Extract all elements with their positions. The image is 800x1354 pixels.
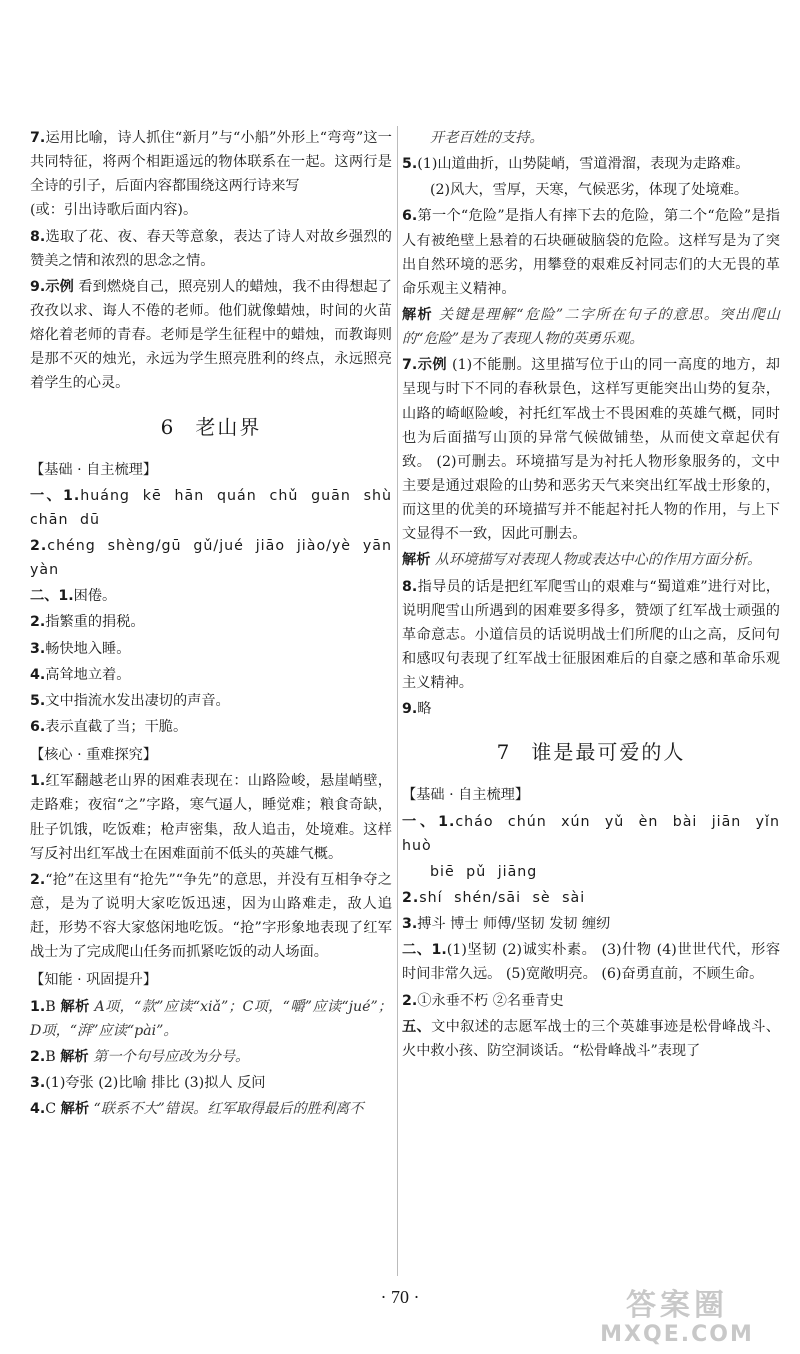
- answer-7: 7.运用比喻，诗人抓住“新月”与“小船”外形上“弯弯”这一共同特征，将两个相距遥远的物体联系在一起。这两行是全诗的引子，后面内容都围绕这两行诗来写 (或：引出诗歌后面内容)。: [30, 130, 392, 219]
- right-column: [402, 126, 780, 1065]
- answer-2-4: 4.高耸地立着。: [30, 666, 131, 683]
- lesson7-answer-1-1-cont: biē pǔ jiāng: [430, 863, 538, 880]
- answer-7: 7.示例 (1)不能删。这里描写位于山的同一高度的地方，却呈现与时下不同的春秋景色，这样写更能突出山势的复杂，山路的崎岖险峻，衬托红军战士不畏困难的英雄气概，同时也为后面描写山顶的异常气候做铺垫，从而使文章起伏有致。 (2)可删去。环境描写是为衬托人物形象服务的，文中主要是通过艰险的山势和恶劣天气来突出红军战士形象的，而这里的优美的环境描写并不能起衬托人物的作用，与上下文显得不一致，因此可删去。: [402, 357, 780, 543]
- core-answer-1: 1.红军翻越老山界的困难表现在：山路险峻，悬崖峭壁，走路难；夜宿“之”字路，寒气逼人，睡觉难；粮食奇缺，肚子饥饿，吃饭难；枪声密集，敌人追击，处境难。这样写反衬出红军战士在困难面前不低头的英雄气概。: [30, 773, 392, 862]
- skill-answer-4: 4.C 解析 “联系不大”错误。红军取得最后的胜利离不: [30, 1101, 364, 1118]
- watermark-logo: [572, 1290, 782, 1350]
- section-basics: 【基础 · 自主梳理】: [30, 461, 158, 478]
- answer-2-2: 2.指繁重的捐税。: [30, 614, 145, 631]
- core-answer-2: 2.“抢”在这里有“抢先”“争先”的意思，并没有互相争夺之意，是为了说明大家吃饭迅速，因为山路难走，敌人追赶，形势不容大家悠闲地吃饭。“抢”字形象地表现了红军战士为了完成爬山任务而抓紧吃饭的动人场面。: [30, 871, 392, 961]
- answer-6: 6.第一个“危险”是指人有摔下去的危险，第二个“危险”是指人有被绝壁上悬着的石块砸破脑袋的危险。这样写是为了突出自然环境的恶劣，用攀登的艰难反衬同志们的大无畏的革命乐观主义精神。: [402, 208, 780, 297]
- section-skills: 【知能 · 巩固提升】: [30, 972, 158, 989]
- left-column: [30, 126, 392, 1123]
- skill-answer-2: 2.B 解析 第一个句号应改为分号。: [30, 1048, 250, 1065]
- answer-2-5: 5.文中指流水发出凄切的声音。: [30, 692, 230, 709]
- answer-9: 9.略: [402, 701, 432, 718]
- skill-answer-3: 3.(1)夸张 (2)比喻 排比 (3)拟人 反问: [30, 1074, 266, 1091]
- skill-answer-1: 1.B 解析 A项，“款”应读“xiǎ”；C项，“嚼”应读“jué”；D项，“湃”应读“pài”。: [30, 998, 392, 1039]
- lesson7-answer-1-3: 3.搏斗 博士 师傅/坚韧 发韧 缠纫: [402, 916, 611, 933]
- answer-7-analysis: 解析 从环境描写对表现人物或表达中心的作用方面分析。: [402, 552, 762, 569]
- lesson7-answer-1-2: 2.shí shén/sāi sè sài: [402, 889, 586, 906]
- lesson-6-title: 6 老山界: [160, 414, 262, 439]
- answer-8: 8.指导员的话是把红军爬雪山的艰难与“蜀道难”进行对比，说明爬雪山所遇到的困难要多得多，赞颂了红军战士顽强的革命意志。小道信员的话说明战士们所爬的山之高，反问句和感叹句表现了红军战士征服困难后的自豪之感和革命乐观主义精神。: [402, 578, 780, 692]
- answer-1-2: 2.chéng shèng/gū gǔ/jué jiāo jiào/yè yān yàn: [30, 537, 392, 579]
- continued-text: 开老百姓的支持。: [430, 130, 544, 146]
- lesson-7-title: 7 谁是最可爱的人: [496, 740, 686, 765]
- lesson7-answer-2-2: 2.①永垂不朽 ②名垂青史: [402, 992, 564, 1009]
- answer-5-part-2: (2)风大，雪厚，天寒，气候恶劣，体现了处境难。: [430, 182, 749, 199]
- answer-2-6: 6.表示直截了当；干脆。: [30, 718, 188, 735]
- page-number: · 70 ·: [380, 1287, 420, 1307]
- column-divider: [397, 126, 398, 1276]
- answer-2-3: 3.畅快地入睡。: [30, 640, 131, 657]
- answer-8: 8.选取了花、夜、春天等意象，表达了诗人对故乡强烈的赞美之情和浓烈的思念之情。: [30, 228, 392, 269]
- section-core: 【核心 · 重难探究】: [30, 747, 158, 764]
- lesson7-answer-5: 五、文中叙述的志愿军战士的三个英雄事迹是松骨峰战斗、火中救小孩、防空洞谈话。“松骨峰战斗”表现了: [402, 1018, 780, 1059]
- answer-5: 5.(1)山道曲折，山势陡峭，雪道滑溜，表现为走路难。: [402, 156, 750, 173]
- lesson7-answer-2-1: 二、1.(1)坚韧 (2)诚实朴素。 (3)什物 (4)世世代代，形容时间非常久远。 (5)宽敞明亮。 (6)奋勇直前，不顾生命。: [402, 942, 781, 983]
- watermark-url: MXQE.COM: [600, 1322, 754, 1347]
- answer-2-1: 二、1.困倦。: [30, 588, 117, 605]
- watermark-title: 答案圈: [626, 1288, 728, 1323]
- answer-6-analysis: 解析 关键是理解“危险”二字所在句子的意思。突出爬山的“危险”是为了表现人物的英勇乐观。: [402, 306, 780, 348]
- lesson7-answer-1-1: 一、1.cháo chún xún yǔ èn bài jiān yǐn huò: [402, 813, 780, 854]
- answer-9: 9.示例 看到燃烧自己，照亮别人的蜡烛，我不由得想起了孜孜以求、诲人不倦的老师。他们就像蜡烛，时间的火苗熔化着老师的青春。老师是学生征程中的蜡烛，而教诲则是那不灭的烛光，永远为学生照亮胜利的终点，永远照亮着学生的心灵。: [30, 278, 392, 392]
- answer-1-1: 一、1.huáng kē hān quán chǔ guān shù chān dū: [30, 487, 393, 528]
- section-basics-7: 【基础 · 自主梳理】: [402, 787, 530, 804]
